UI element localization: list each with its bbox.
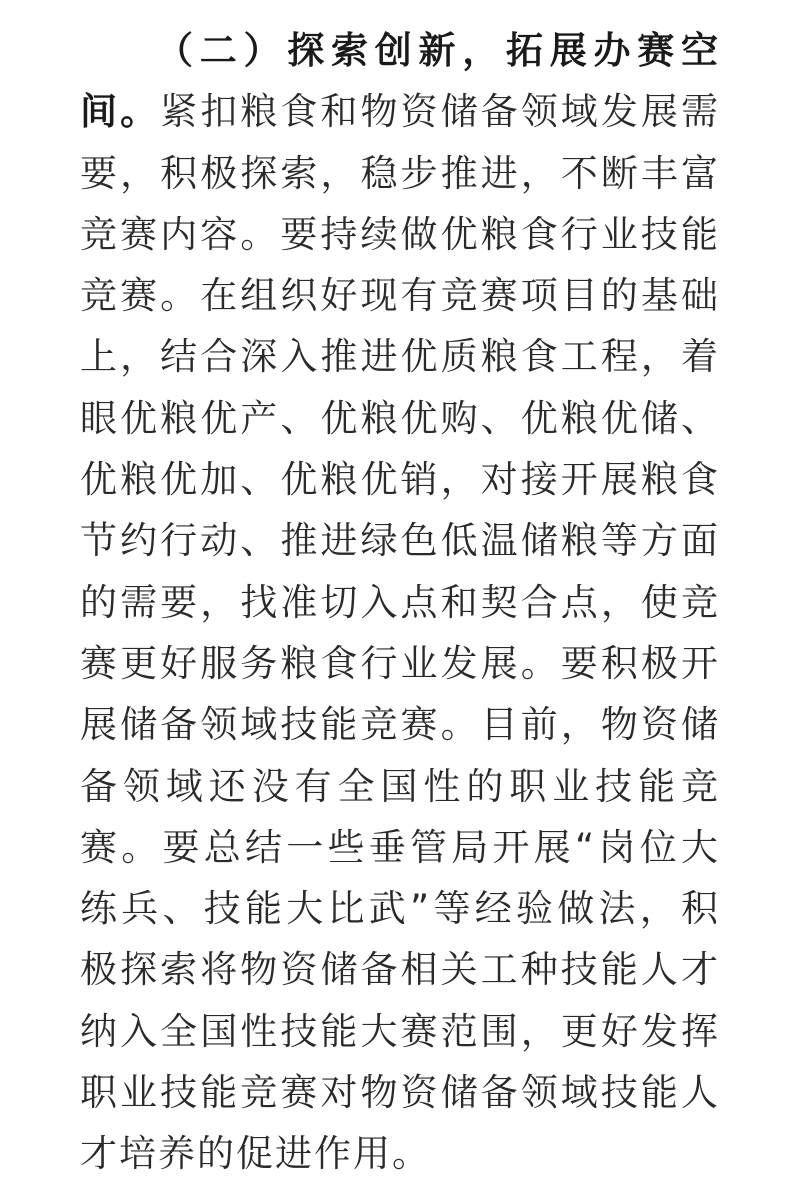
paragraph-heading: （二）探索创新，拓展办赛空间。 [80, 29, 720, 134]
paragraph-body: 紧扣粮食和物资储备领域发展需要，积极探索，稳步推进，不断丰富竞赛内容。要持续做优粮食行业技能竞赛。在组织好现有竞赛项目的基础上，结合深入推进优质粮食工程，着眼优粮优产、优粮优购、优粮优储、优粮优加、优粮优销，对接开展粮食节约行动、推进绿色低温储粮等方面的需要，找准切入点和契合点，使竞赛更好服务粮食行业发展。要积极开展储备领域技能竞赛。目前，物资储备领域还没有全国性的职业技能竞赛。要总结一些垂管局开展“岗位大练兵、技能大比武”等经验做法，积极探索将物资储备相关工种技能人才纳入全国性技能大赛范围，更好发挥职业技能竞赛对物资储备领域技能人才培养的促进作用。 [80, 90, 721, 1176]
paragraph [80, 20, 720, 1185]
article-text [80, 20, 720, 1185]
